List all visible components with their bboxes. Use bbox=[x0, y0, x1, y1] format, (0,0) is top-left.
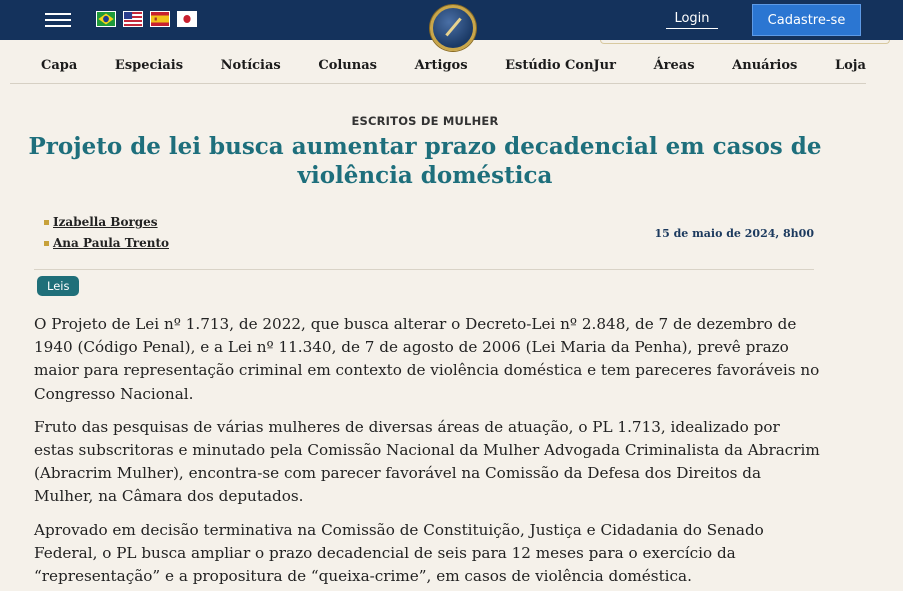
divider bbox=[34, 269, 814, 270]
publish-date: 15 de maio de 2024, 8h00 bbox=[654, 227, 814, 240]
nav-item-noticias[interactable]: Notícias bbox=[220, 58, 281, 73]
article-kicker: ESCRITOS DE MULHER bbox=[351, 114, 499, 128]
author-entry bbox=[44, 236, 169, 250]
usa-flag-icon[interactable] bbox=[123, 11, 143, 27]
nav-item-loja[interactable]: Loja bbox=[834, 58, 866, 73]
author-link[interactable]: Ana Paula Trento bbox=[53, 236, 169, 250]
nav-item-especiais[interactable]: Especiais bbox=[114, 58, 184, 73]
spain-flag-icon[interactable] bbox=[150, 11, 170, 27]
brazil-flag-icon[interactable] bbox=[96, 11, 116, 27]
nav-item-areas[interactable]: Áreas bbox=[653, 58, 695, 73]
main-nav bbox=[10, 48, 866, 84]
bullet-icon bbox=[44, 241, 49, 246]
category-tag[interactable]: Leis bbox=[37, 276, 79, 296]
nav-item-colunas[interactable]: Colunas bbox=[318, 58, 377, 73]
author-list bbox=[44, 215, 169, 257]
nav-item-anuarios[interactable]: Anuários bbox=[732, 58, 798, 73]
menu-icon[interactable] bbox=[45, 13, 71, 28]
nav-item-estudio-conjur[interactable]: Estúdio ConJur bbox=[505, 58, 616, 73]
japan-flag-icon[interactable] bbox=[177, 11, 197, 27]
paragraph: Fruto das pesquisas de várias mulheres de diversas áreas de atuação, o PL 1.713, idealizado por estas subscritoras e minutado pela Comissão Nacional da Mulher Advogada Criminalista da Abracrim (Abracrim Mulher), encontra-se com parecer favorável na Comissão da Defesa dos Direitos da Mulher, na Câmara dos deputados. bbox=[34, 417, 820, 506]
paragraph: O Projeto de Lei nº 1.713, de 2022, que busca alterar o Decreto-Lei nº 2.848, de 7 de dezembro de 1940 (Código Penal), e a Lei nº 11.340, de 7 de agosto de 2006 (Lei Maria da Penha), prevê prazo maior para representação criminal em contexto de violência doméstica e tem pareceres favoráveis no Congresso Nacional. bbox=[34, 315, 820, 403]
nav-item-artigos[interactable]: Artigos bbox=[414, 58, 468, 73]
language-selector bbox=[96, 11, 197, 27]
site-logo[interactable] bbox=[430, 5, 476, 51]
author-entry bbox=[44, 215, 169, 229]
search-bar-edge bbox=[600, 40, 890, 44]
nav-item-capa[interactable]: Capa bbox=[41, 58, 78, 73]
bullet-icon bbox=[44, 220, 49, 225]
paragraph: Aprovado em decisão terminativa na Comissão de Constituição, Justiça e Cidadania do Senado Federal, o PL busca ampliar o prazo decadencial de seis para 12 meses para o exercício da “representação” e a propositura de “queixa-crime”, em casos de violência doméstica. bbox=[34, 520, 764, 586]
article-title: Projeto de lei busca aumentar prazo decadencial em casos de violência doméstica bbox=[28, 133, 822, 189]
article-body bbox=[34, 313, 824, 591]
signup-button[interactable]: Cadastre-se bbox=[752, 4, 861, 36]
top-bar bbox=[0, 0, 903, 40]
author-link[interactable]: Izabella Borges bbox=[53, 215, 158, 229]
login-link[interactable]: Login bbox=[666, 11, 718, 29]
